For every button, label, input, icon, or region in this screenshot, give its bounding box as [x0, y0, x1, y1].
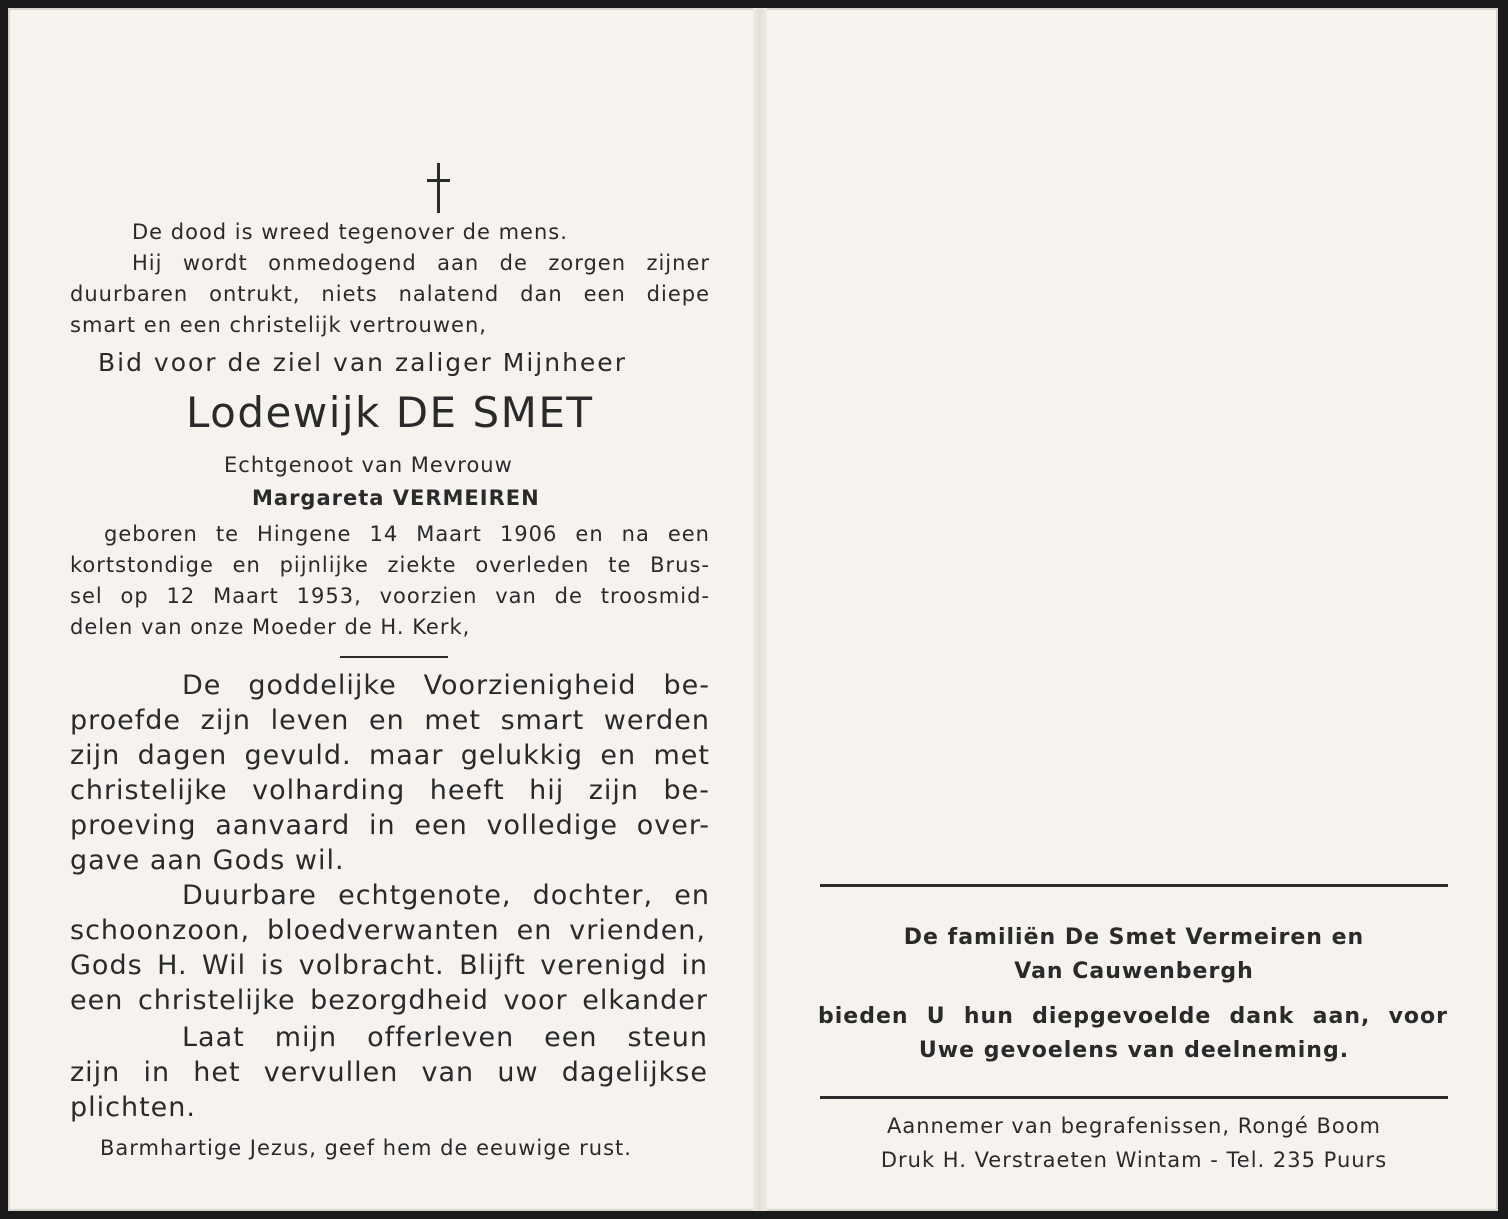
left-panel	[70, 8, 712, 1211]
intro-line-3: duurbaren ontrukt, niets nalatend dan een diepe	[70, 282, 710, 306]
intro-line-4: smart en een christelijk vertrouwen,	[70, 313, 487, 337]
closing-prayer: Barmhartige Jezus, geef hem de eeuwige rust.	[100, 1136, 632, 1160]
bio-line-3: sel op 12 Maart 1953, voorzien van de troosmid-	[70, 584, 710, 608]
thanks-line-4: Uwe gevoelens van deelneming.	[918, 1038, 1350, 1063]
footer-printer: Druk H. Verstraeten Wintam - Tel. 235 Puurs	[880, 1148, 1388, 1172]
thanks-bottom-rule	[820, 1096, 1448, 1099]
body-line-12: zijn in het vervullen van uw dagelijkse	[70, 1057, 708, 1088]
body-line-8: schoonzoon, bloedverwanten en vrienden,	[70, 915, 706, 946]
spouse-name: Margareta VERMEIREN	[252, 486, 540, 510]
body-line-6: gave aan Gods wil.	[70, 845, 345, 876]
bio-line-1: geboren te Hingene 14 Maart 1906 en na een	[104, 522, 710, 546]
section-divider	[340, 656, 448, 658]
body-line-10: een christelijke bezorgdheid voor elkander	[70, 985, 708, 1016]
body-line-11: Laat mijn offerleven een steun	[182, 1022, 708, 1053]
memorial-card	[8, 8, 1498, 1211]
card-fold	[753, 8, 767, 1211]
bio-line-4: delen van onze Moeder de H. Kerk,	[70, 615, 471, 639]
thanks-line-3: bieden U hun diepgevoelde dank aan, voor	[818, 1004, 1448, 1029]
body-line-4: christelijke volharding heeft hij zijn be-	[70, 775, 710, 806]
intro-line-1: De dood is wreed tegenover de mens.	[132, 220, 568, 244]
prayer-line: Bid voor de ziel van zaliger Mijnheer	[98, 348, 627, 377]
body-line-3: zijn dagen gevuld. maar gelukkig en met	[70, 740, 710, 771]
thanks-line-1: De familiën De Smet Vermeiren en	[903, 925, 1365, 950]
footer-undertaker: Aannemer van begrafenissen, Rongé Boom	[886, 1114, 1382, 1138]
spouse-intro: Echtgenoot van Mevrouw	[224, 453, 513, 477]
thanks-line-2: Van Cauwenbergh	[1014, 959, 1254, 984]
bio-line-2: kortstondige en pijnlijke ziekte overleden te Brus-	[70, 553, 710, 577]
body-line-7: Duurbare echtgenote, dochter, en	[182, 880, 710, 911]
cross-icon	[424, 163, 454, 213]
body-line-5: proeving aanvaard in een volledige over-	[70, 810, 710, 841]
deceased-name: Lodewijk DE SMET	[186, 388, 594, 437]
body-line-9: Gods H. Wil is volbracht. Blijft verenigd in	[70, 950, 708, 981]
intro-line-2: Hij wordt onmedogend aan de zorgen zijner	[132, 251, 710, 275]
thanks-top-rule	[820, 884, 1448, 887]
body-line-13: plichten.	[70, 1092, 196, 1123]
body-line-1: De goddelijke Voorzienigheid be-	[182, 670, 710, 701]
body-line-2: proefde zijn leven en met smart werden	[70, 705, 710, 736]
